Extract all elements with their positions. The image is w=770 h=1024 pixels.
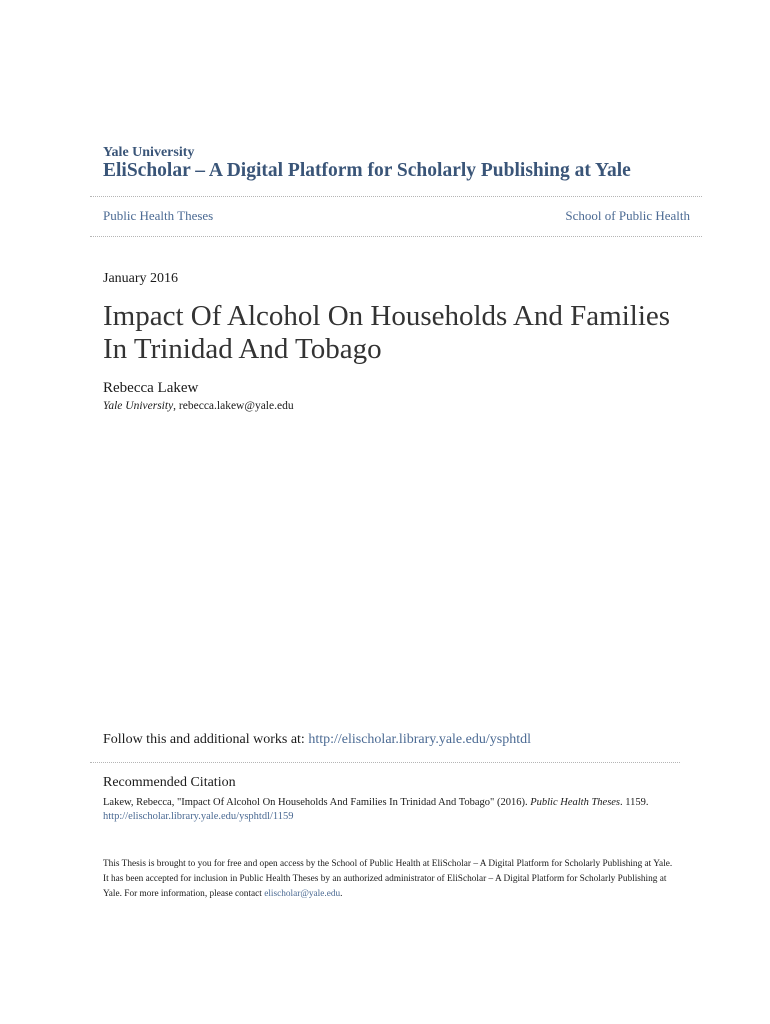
citation-text: Lakew, Rebecca, "Impact Of Alcohol On Households And Families In Trinidad And Tobago" (2016). bbox=[103, 797, 531, 808]
collection-link[interactable]: Public Health Theses bbox=[103, 208, 214, 223]
notice-line-1: This Thesis is brought to you for free and open access by the School of Public Health at EliScholar – A Digital Platform for Scholarly Publishing at Yale. bbox=[103, 859, 673, 869]
citation-suffix: . 1159. bbox=[620, 797, 649, 808]
follow-line bbox=[103, 732, 531, 748]
author-affiliation bbox=[103, 400, 294, 412]
document-title bbox=[103, 300, 703, 366]
citation-link[interactable]: http://elischolar.library.yale.edu/ysphtdl/1159 bbox=[103, 811, 294, 822]
publication-date: January 2016 bbox=[103, 271, 179, 286]
citation-heading: Recommended Citation bbox=[103, 775, 236, 790]
contact-email-link[interactable]: elischolar@yale.edu bbox=[264, 889, 341, 899]
follow-link[interactable]: http://elischolar.library.yale.edu/ysphtdl bbox=[308, 732, 531, 747]
title-line-1: Impact Of Alcohol On Households And Families bbox=[103, 300, 671, 332]
citation-journal: Public Health Theses bbox=[530, 797, 621, 808]
author-email: rebecca.lakew@yale.edu bbox=[178, 400, 294, 412]
title-line-2: In Trinidad And Tobago bbox=[103, 333, 382, 365]
department-link[interactable]: School of Public Health bbox=[565, 208, 690, 223]
follow-label: Follow this and additional works at: bbox=[103, 732, 309, 747]
divider bbox=[90, 762, 680, 763]
notice-line-2: It has been accepted for inclusion in Public Health Theses by an authorized administrator of EliScholar – A Digital Platform for Scholarly Publishing at bbox=[103, 874, 667, 884]
notice-line-3-end: . bbox=[340, 889, 343, 899]
citation-block bbox=[103, 796, 703, 824]
divider bbox=[90, 236, 702, 237]
affiliation-name: Yale University bbox=[103, 400, 174, 412]
divider bbox=[90, 196, 702, 197]
access-notice bbox=[103, 857, 703, 902]
affiliation-separator: , bbox=[173, 400, 179, 412]
notice-line-3: Yale. For more information, please contact bbox=[103, 889, 265, 899]
platform-title[interactable]: EliScholar – A Digital Platform for Scholarly Publishing at Yale bbox=[103, 160, 631, 181]
author-name: Rebecca Lakew bbox=[103, 380, 199, 396]
university-name: Yale University bbox=[103, 145, 195, 160]
